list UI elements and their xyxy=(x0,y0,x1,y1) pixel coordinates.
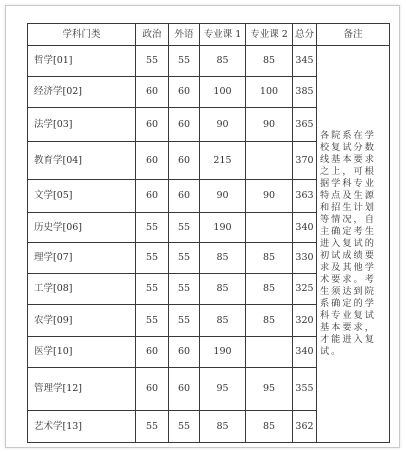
course-2-cell xyxy=(246,142,293,180)
total-cell: 362 xyxy=(293,411,317,443)
course-2-cell xyxy=(246,337,293,368)
header-foreign-language: 外语 xyxy=(169,24,200,46)
politics-cell: 60 xyxy=(136,142,169,180)
subject-cell: 教育学[04] xyxy=(28,142,136,180)
politics-cell: 60 xyxy=(136,368,169,411)
header-note: 备注 xyxy=(317,24,390,46)
politics-cell: 60 xyxy=(136,108,169,142)
course-1-cell: 85 xyxy=(200,305,246,337)
header-politics: 政治 xyxy=(136,24,169,46)
course-1-cell: 95 xyxy=(200,368,246,411)
politics-cell: 55 xyxy=(136,46,169,77)
politics-cell: 55 xyxy=(136,274,169,305)
document-frame xyxy=(5,5,400,448)
foreign-language-cell: 60 xyxy=(169,108,200,142)
total-cell: 365 xyxy=(293,108,317,142)
course-1-cell: 190 xyxy=(200,337,246,368)
subject-cell: 理学[07] xyxy=(28,243,136,274)
header-total: 总分 xyxy=(293,24,317,46)
politics-cell: 55 xyxy=(136,243,169,274)
course-2-cell: 90 xyxy=(246,108,293,142)
subject-cell: 经济学[02] xyxy=(28,77,136,108)
foreign-language-cell: 55 xyxy=(169,274,200,305)
course-1-cell: 215 xyxy=(200,142,246,180)
politics-cell: 55 xyxy=(136,305,169,337)
foreign-language-cell: 55 xyxy=(169,305,200,337)
score-requirements-table xyxy=(27,23,390,443)
header-subject: 学科门类 xyxy=(28,24,136,46)
course-2-cell: 100 xyxy=(246,77,293,108)
note-cell: 各院系在学校复试分数线基本要求之上，可根据学科专业特点及生源和招生计划等情况，自主确定考生进入复试的初试成绩要求及其他学术要求。考生须达到院系确定的学科专业复试基本要求，才能进入复试。 xyxy=(317,46,390,443)
foreign-language-cell: 55 xyxy=(169,213,200,243)
course-1-cell: 90 xyxy=(200,108,246,142)
politics-cell: 55 xyxy=(136,213,169,243)
course-2-cell: 85 xyxy=(246,243,293,274)
total-cell: 363 xyxy=(293,180,317,213)
course-1-cell: 85 xyxy=(200,243,246,274)
politics-cell: 60 xyxy=(136,180,169,213)
subject-cell: 法学[03] xyxy=(28,108,136,142)
subject-cell: 管理学[12] xyxy=(28,368,136,411)
subject-cell: 工学[08] xyxy=(28,274,136,305)
politics-cell: 60 xyxy=(136,337,169,368)
course-1-cell: 85 xyxy=(200,46,246,77)
subject-cell: 医学[10] xyxy=(28,337,136,368)
total-cell: 355 xyxy=(293,368,317,411)
total-cell: 325 xyxy=(293,274,317,305)
total-cell: 340 xyxy=(293,213,317,243)
course-1-cell: 85 xyxy=(200,274,246,305)
table-row xyxy=(28,46,390,77)
course-2-cell: 90 xyxy=(246,180,293,213)
course-1-cell: 85 xyxy=(200,411,246,443)
header-row xyxy=(28,24,390,46)
subject-cell: 历史学[06] xyxy=(28,213,136,243)
subject-cell: 艺术学[13] xyxy=(28,411,136,443)
course-2-cell: 85 xyxy=(246,411,293,443)
total-cell: 345 xyxy=(293,46,317,77)
course-1-cell: 190 xyxy=(200,213,246,243)
total-cell: 385 xyxy=(293,77,317,108)
subject-cell: 哲学[01] xyxy=(28,46,136,77)
foreign-language-cell: 60 xyxy=(169,142,200,180)
course-1-cell: 100 xyxy=(200,77,246,108)
foreign-language-cell: 60 xyxy=(169,77,200,108)
politics-cell: 60 xyxy=(136,77,169,108)
header-course-2: 专业课 2 xyxy=(246,24,293,46)
foreign-language-cell: 55 xyxy=(169,243,200,274)
foreign-language-cell: 55 xyxy=(169,46,200,77)
subject-cell: 农学[09] xyxy=(28,305,136,337)
total-cell: 340 xyxy=(293,337,317,368)
header-course-1: 专业课 1 xyxy=(200,24,246,46)
total-cell: 320 xyxy=(293,305,317,337)
course-2-cell xyxy=(246,213,293,243)
foreign-language-cell: 60 xyxy=(169,368,200,411)
foreign-language-cell: 60 xyxy=(169,337,200,368)
politics-cell: 55 xyxy=(136,411,169,443)
total-cell: 330 xyxy=(293,243,317,274)
total-cell: 370 xyxy=(293,142,317,180)
course-2-cell: 85 xyxy=(246,305,293,337)
course-2-cell: 95 xyxy=(246,368,293,411)
foreign-language-cell: 60 xyxy=(169,180,200,213)
course-1-cell: 90 xyxy=(200,180,246,213)
foreign-language-cell: 55 xyxy=(169,411,200,443)
subject-cell: 文学[05] xyxy=(28,180,136,213)
course-2-cell: 85 xyxy=(246,46,293,77)
course-2-cell: 85 xyxy=(246,274,293,305)
